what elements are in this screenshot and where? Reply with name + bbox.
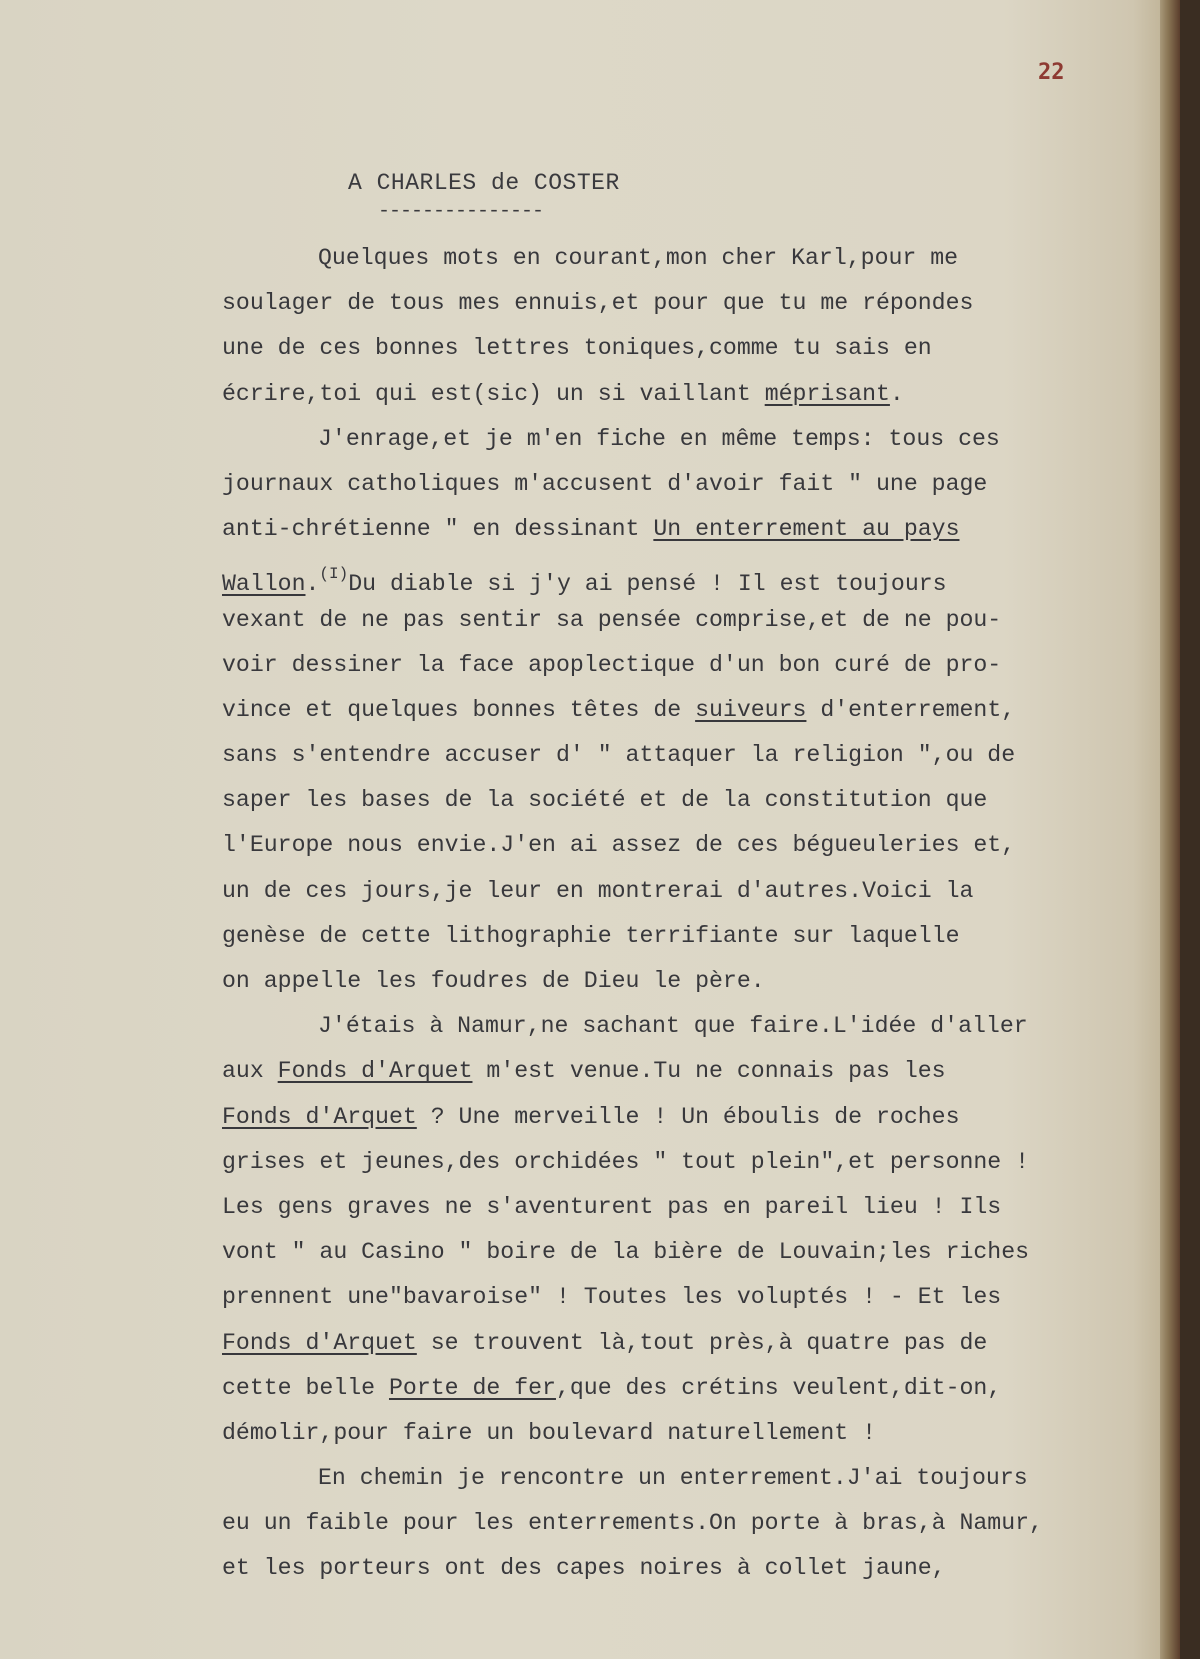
text-line	[222, 326, 1162, 371]
text-line	[222, 914, 1162, 959]
text-segment: l'Europe nous envie.J'en ai assez de ces bégueuleries et,	[222, 832, 1016, 859]
text-line	[222, 959, 1162, 1004]
text-line	[222, 1501, 1162, 1546]
text-segment: prennent une"bavaroise" ! Toutes les voluptés ! - Et les	[222, 1284, 1002, 1311]
text-line	[222, 1366, 1162, 1411]
text-line	[222, 281, 1162, 326]
text-segment: vince et quelques bonnes têtes de	[222, 696, 696, 723]
text-line	[222, 643, 1162, 688]
text-segment: J'étais à Namur,ne sachant que faire.L'idée d'aller	[318, 1013, 1028, 1040]
text-segment: et les porteurs ont des capes noires à collet jaune,	[222, 1555, 946, 1582]
text-segment: Quelques mots en courant,mon cher Karl,pour me	[318, 245, 959, 271]
text-line	[222, 1230, 1162, 1275]
text-segment: genèse de cette lithographie terrifiante sur laquelle	[222, 922, 960, 949]
text-line	[222, 598, 1162, 643]
underlined-text: Wallon	[222, 571, 306, 598]
text-segment: sans s'entendre accuser d' " attaquer la religion ",ou de	[222, 742, 1016, 769]
text-line	[222, 1140, 1162, 1185]
text-segment: ,que des crétins veulent,dit-on,	[555, 1374, 1002, 1401]
text-line	[222, 236, 1162, 281]
underlined-text: Fonds d'Arquet	[222, 1103, 417, 1130]
text-segment: vexant de ne pas sentir sa pensée comprise,et de ne pou-	[222, 606, 1002, 633]
text-line	[222, 372, 1162, 417]
page-number: 22	[1038, 60, 1065, 85]
text-segment: cette belle	[222, 1374, 389, 1401]
text-line	[222, 1411, 1162, 1456]
page-title: A CHARLES de COSTER	[348, 170, 620, 196]
page-edge	[1160, 0, 1180, 1659]
text-line	[222, 1049, 1162, 1094]
underlined-text: suiveurs	[695, 696, 807, 723]
underlined-text: Fonds d'Arquet	[222, 1329, 417, 1356]
text-line	[222, 1095, 1162, 1140]
text-segment: journaux catholiques m'accusent d'avoir fait " une page	[222, 470, 988, 497]
text-line	[222, 869, 1162, 914]
text-segment: m'est venue.Tu ne connais pas les	[472, 1058, 946, 1085]
text-segment: ? Une merveille ! Un éboulis de roches	[416, 1103, 960, 1130]
title-underline: ---------------	[378, 200, 544, 223]
text-segment: voir dessiner la face apoplectique d'un bon curé de pro-	[222, 651, 1002, 678]
text-line	[222, 417, 1162, 462]
text-line	[222, 1456, 1162, 1501]
text-line	[222, 1546, 1162, 1591]
text-line	[222, 462, 1162, 507]
text-segment: écrire,toi qui est(sic) un si vaillant	[222, 380, 765, 407]
text-line	[222, 823, 1162, 868]
text-line	[222, 552, 1162, 597]
text-line	[222, 778, 1162, 823]
text-segment: on appelle les foudres de Dieu le père.	[222, 968, 765, 994]
text-segment: démolir,pour faire un boulevard naturellement !	[222, 1419, 876, 1446]
text-segment: se trouvent là,tout près,à quatre pas de	[416, 1329, 988, 1356]
text-segment: soulager de tous mes ennuis,et pour que tu me répondes	[222, 290, 974, 317]
text-segment: un de ces jours,je leur en montrerai d'autres.Voici la	[222, 877, 974, 904]
text-line	[222, 1275, 1162, 1320]
text-segment: anti-chrétienne " en dessinant	[222, 516, 654, 543]
text-segment: En chemin je rencontre un enterrement.J'ai toujours	[318, 1465, 1028, 1492]
underlined-text: Fonds d'Arquet	[277, 1058, 473, 1085]
text-segment: une de ces bonnes lettres toniques,comme tu sais en	[222, 335, 932, 362]
text-line	[222, 1185, 1162, 1230]
text-segment: vont " au Casino " boire de la bière de Louvain;les riches	[222, 1239, 1030, 1266]
text-line	[222, 733, 1162, 778]
text-segment: saper les bases de la société et de la constitution que	[222, 787, 988, 814]
text-line	[222, 1321, 1162, 1366]
text-segment: .	[889, 380, 904, 407]
text-segment: J'enrage,et je m'en fiche en même temps: tous ces	[318, 425, 1000, 452]
text-segment: grises et jeunes,des orchidées " tout plein",et personne !	[222, 1148, 1030, 1175]
text-segment: .	[305, 571, 320, 598]
text-segment: d'enterrement,	[806, 696, 1016, 723]
text-segment: eu un faible pour les enterrements.On porte à bras,à Namur,	[222, 1510, 1043, 1537]
underlined-text: Un enterrement au pays	[653, 516, 960, 543]
text-line	[222, 1004, 1162, 1049]
footnote-mark: (I)	[319, 565, 349, 584]
underlined-text: méprisant	[764, 380, 890, 407]
text-segment: Les gens graves ne s'aventurent pas en pareil lieu ! Ils	[222, 1193, 1002, 1220]
text-segment: aux	[222, 1058, 278, 1085]
text-segment: Du diable si j'y ai pensé ! Il est toujours	[348, 571, 947, 598]
text-line	[222, 688, 1162, 733]
letter-body	[222, 236, 1162, 1592]
text-line	[222, 507, 1162, 552]
underlined-text: Porte de fer	[388, 1374, 556, 1401]
